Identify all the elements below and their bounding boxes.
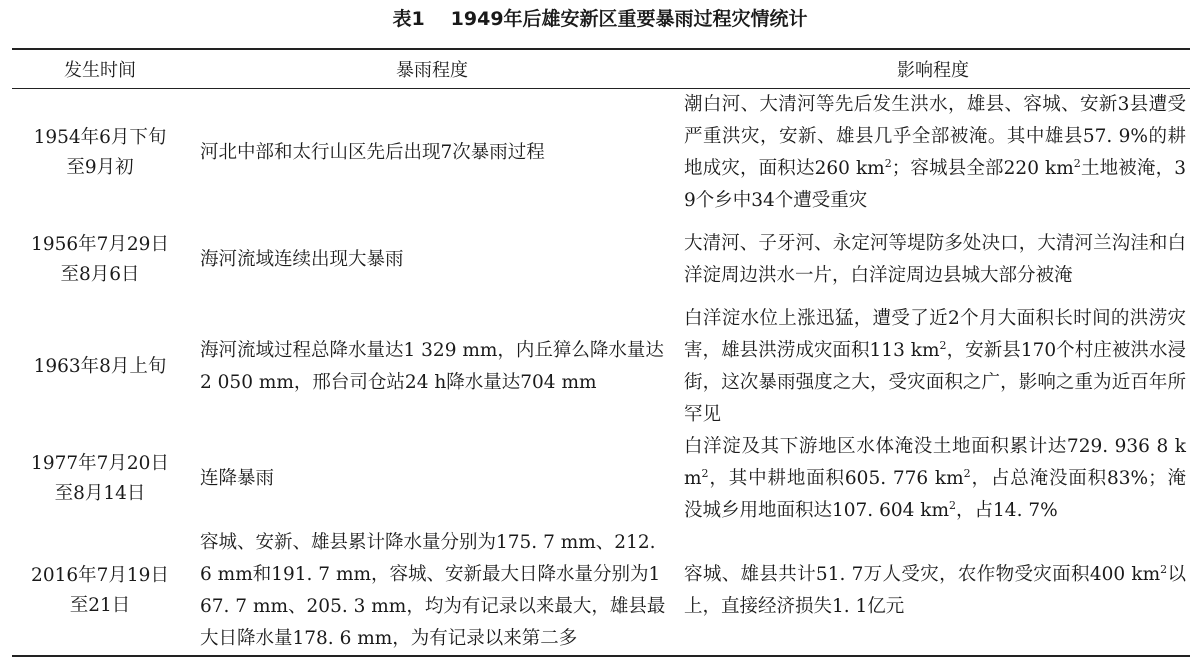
impact-text: 容城、雄县共计51. 7万人受灾，农作物受灾面积400 km: [684, 564, 1161, 585]
table-row: [12, 431, 1190, 527]
time-line: 至8月14日: [54, 483, 146, 504]
cell-time: [12, 89, 188, 218]
table-caption: [0, 0, 1200, 42]
time-line: 至21日: [69, 595, 131, 616]
cell-time: [12, 431, 188, 527]
cell-time: [12, 217, 188, 303]
superscript: 2: [939, 339, 947, 352]
impact-text: ，占总淹没面积83%；淹没城乡用地面积达107. 604 km: [684, 468, 1186, 521]
table-row: [12, 303, 1190, 431]
impact-text: 白洋淀及其下游地区水体淹没土地面积累计达729. 936 8 km: [684, 436, 1186, 489]
cell-rain: 海河流域过程总降水量达1 329 mm，内丘獐么降水量达2 050 mm，邢台司仓站24 h降水量达704 mm: [200, 340, 664, 393]
cell-impact: 大清河、子牙河、永定河等堤防多处决口，大清河兰沟洼和白洋淀周边洪水一片，白洋淀周边县城大部分被淹: [684, 233, 1186, 286]
superscript: 2: [963, 467, 971, 480]
impact-text: 白洋淀水位上涨迅猛，遭受了近2个月大面积长时间的洪涝灾害，雄县洪涝成灾面积113 km: [684, 308, 1186, 361]
table-title: 1949年后雄安新区重要暴雨过程灾情统计: [450, 8, 808, 30]
impact-text: 以上，直接经济损失1. 1亿元: [684, 564, 1186, 617]
time-line: 1954年6月下旬: [33, 127, 167, 148]
impact-text: ，其中耕地面积605. 776 km: [708, 468, 964, 489]
time-line: 2016年7月19日: [31, 565, 169, 586]
impact-text: ，占14. 7%: [956, 500, 1058, 521]
cell-rain: 海河流域连续出现大暴雨: [200, 249, 404, 270]
table-row: [12, 89, 1190, 218]
disaster-statistics-table: [12, 48, 1190, 657]
superscript: 2: [701, 467, 709, 480]
header-impact: 影响程度: [676, 49, 1190, 89]
table-number: 表1: [392, 8, 425, 30]
impact-text: 土地被淹，39个乡中34个遭受重灾: [684, 158, 1186, 211]
cell-impact: [676, 89, 1190, 218]
impact-text: ；容城县全部220 km: [891, 158, 1074, 179]
superscript: 2: [1073, 157, 1081, 170]
impact-text: 潮白河、大清河等先后发生洪水，雄县、容城、安新3县遭受严重洪灾，安新、雄县几乎全部被淹。其中雄县57. 9%的耕地成灾，面积达260 km: [684, 94, 1186, 179]
cell-impact: [676, 527, 1190, 656]
cell-time: [12, 527, 188, 656]
time-line: 1977年7月20日: [31, 453, 169, 474]
impact-text: ，安新县170个村庄被洪水浸街，这次暴雨强度之大，受灾面积之广，影响之重为近百年所罕见: [684, 340, 1187, 425]
cell-rain: 河北中部和太行山区先后出现7次暴雨过程: [200, 142, 545, 163]
header-time: 发生时间: [12, 49, 188, 89]
cell-rain: 容城、安新、雄县累计降水量分别为175. 7 mm、212. 6 mm和191. 7 mm，容城、安新最大日降水量分别为167. 7 mm、205. 3 mm，均为有记录以来最大，雄县最大日降水量178. 6 mm，为有记录以来第二多: [200, 532, 666, 649]
time-line: 1956年7月29日: [31, 234, 169, 255]
time-line: 至9月初: [66, 157, 134, 178]
cell-time: 1963年8月上旬: [33, 356, 167, 377]
table-row: [12, 527, 1190, 656]
cell-impact: [676, 303, 1190, 431]
header-rain: 暴雨程度: [188, 49, 676, 89]
table-row: [12, 217, 1190, 303]
time-line: 至8月6日: [60, 264, 140, 285]
cell-impact: [676, 431, 1190, 527]
superscript: 2: [1160, 563, 1168, 576]
superscript: 2: [884, 157, 892, 170]
header-row: [12, 49, 1190, 89]
superscript: 2: [949, 499, 957, 512]
cell-rain: 连降暴雨: [200, 468, 275, 489]
